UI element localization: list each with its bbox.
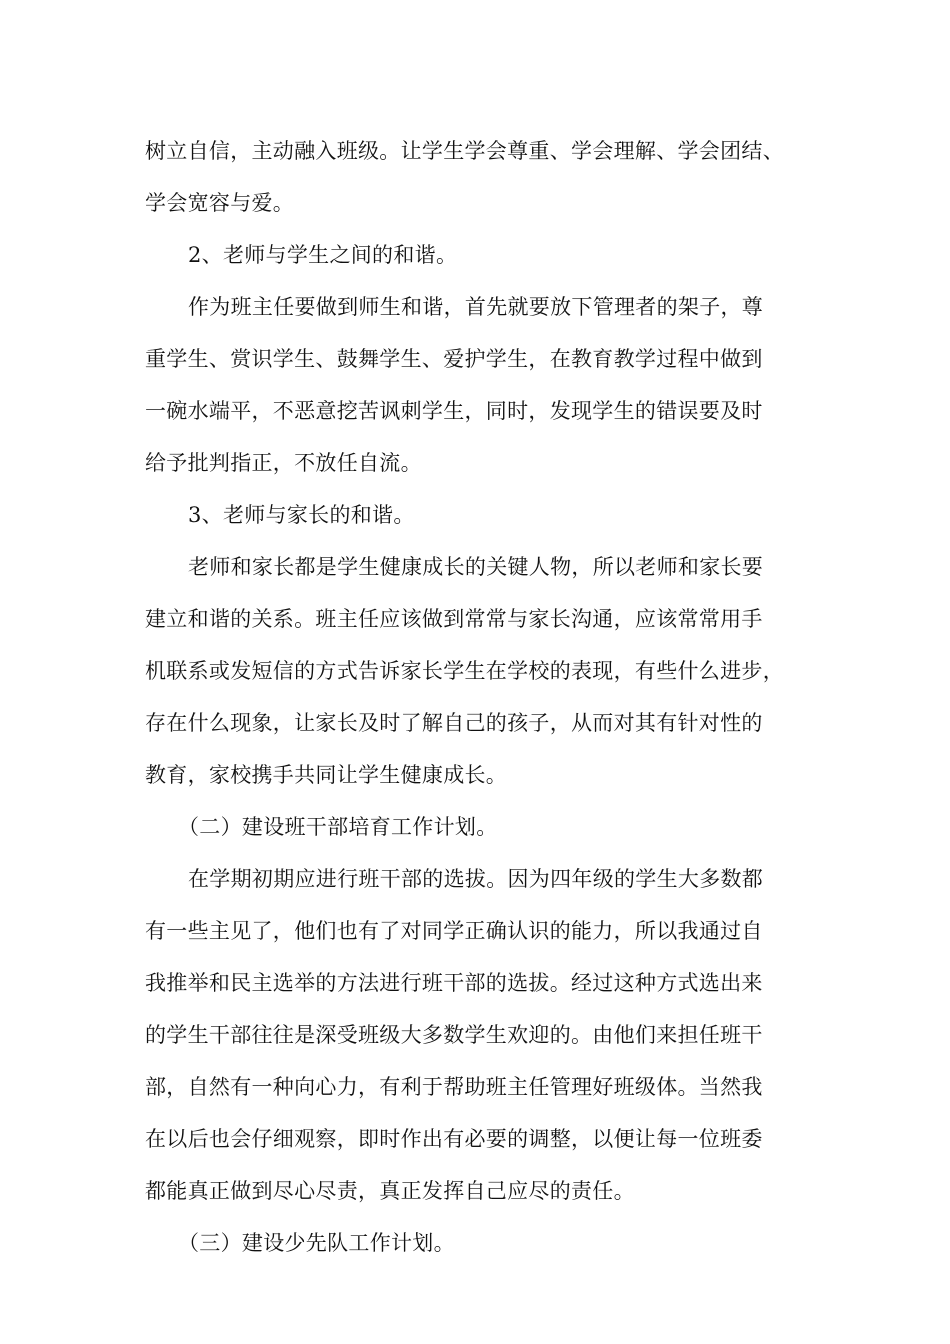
text-line: 都能真正做到尽心尽责，真正发挥自己应尽的责任。 bbox=[145, 1179, 635, 1203]
text-line: 建立和谐的关系。班主任应该做到常常与家长沟通，应该常常用手 bbox=[145, 607, 763, 631]
section-heading: （三）建设少先队工作计划。 bbox=[178, 1231, 455, 1255]
section-heading: （二）建设班干部培育工作计划。 bbox=[178, 815, 498, 839]
text-line: 在学期初期应进行班干部的选拔。因为四年级的学生大多数都 bbox=[188, 867, 764, 891]
text-line: 给予批判指正，不放任自流。 bbox=[145, 451, 422, 475]
text-line: 教育，家校携手共同让学生健康成长。 bbox=[145, 763, 508, 787]
text-line: 机联系或发短信的方式告诉家长学生在学校的表现，有些什么进步， bbox=[145, 659, 784, 683]
text-line: 在以后也会仔细观察，即时作出有必要的调整，以便让每一位班委 bbox=[145, 1127, 763, 1151]
text-line: 学会宽容与爱。 bbox=[145, 191, 295, 215]
text-line: 的学生干部往往是深受班级大多数学生欢迎的。由他们来担任班干 bbox=[145, 1023, 763, 1047]
text-line: 重学生、赏识学生、鼓舞学生、爱护学生，在教育教学过程中做到 bbox=[145, 347, 763, 371]
text-line: 存在什么现象，让家长及时了解自己的孩子，从而对其有针对性的 bbox=[145, 711, 763, 735]
text-line: 老师和家长都是学生健康成长的关键人物，所以老师和家长要 bbox=[188, 555, 764, 579]
text-line: 部，自然有一种向心力，有利于帮助班主任管理好班级体。当然我 bbox=[145, 1075, 763, 1099]
text-line: 树立自信，主动融入班级。让学生学会尊重、学会理解、学会团结、 bbox=[145, 139, 784, 163]
section-heading: 3、老师与家长的和谐。 bbox=[188, 503, 415, 527]
text-line: 有一些主见了，他们也有了对同学正确认识的能力，所以我通过自 bbox=[145, 919, 763, 943]
text-line: 我推举和民主选举的方法进行班干部的选拔。经过这种方式选出来 bbox=[145, 971, 763, 995]
section-heading: 2、老师与学生之间的和谐。 bbox=[188, 243, 458, 267]
text-line: 作为班主任要做到师生和谐，首先就要放下管理者的架子，尊 bbox=[188, 295, 764, 319]
text-line: 一碗水端平，不恶意挖苦讽刺学生，同时，发现学生的错误要及时 bbox=[145, 399, 763, 423]
